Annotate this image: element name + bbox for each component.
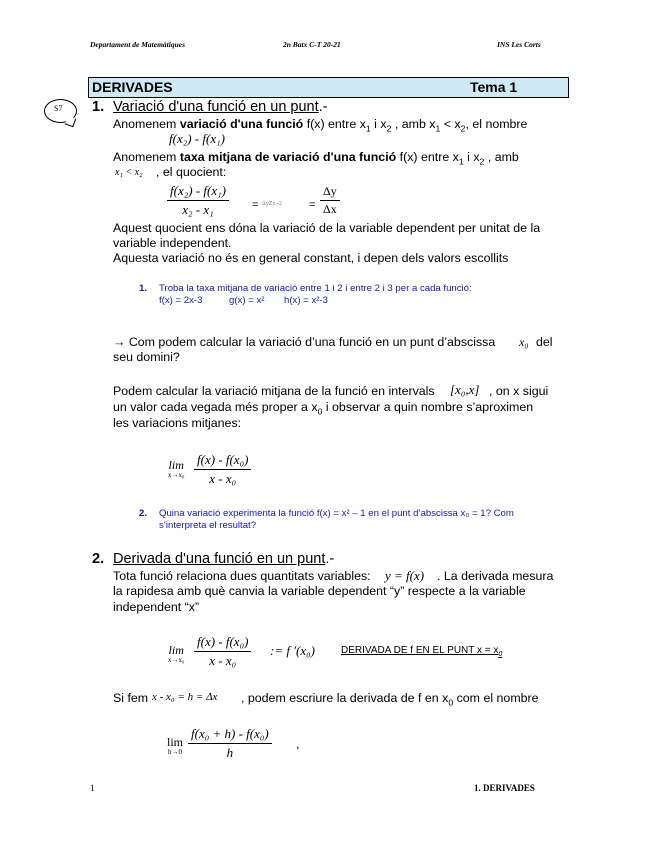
tmv-equals: = <box>252 199 259 211</box>
s1-p2-term: taxa mitjana de variació d'una funció <box>179 150 397 164</box>
section1-title: Variació d'una funció en un punt <box>113 99 319 115</box>
bubble-label: S7 <box>54 104 63 113</box>
interval-x0-x: [x₀,x] <box>450 382 480 397</box>
s1-p2-sub: 1 <box>458 156 464 167</box>
exercise-2-number: 2. <box>139 508 148 519</box>
s2-h-definition: x - x₀ = h = Δx <box>152 691 218 703</box>
s1-p2-d: i x <box>463 150 480 164</box>
s1-p1-f: < x <box>440 117 461 131</box>
delta-y: Δy <box>320 184 340 201</box>
tmv-fraction <box>167 183 229 218</box>
limit-1-fraction <box>194 452 251 487</box>
s1-p1-e: , amb x <box>391 117 436 131</box>
section1-title-suffix: .- <box>318 99 328 115</box>
question-1-line2: seu domini? <box>113 350 180 364</box>
limit-1-sub: x→x₀ <box>168 471 185 479</box>
s2-paragraph-1-d: independent “x” <box>113 600 200 614</box>
derivative-definition: := f ′(x₀) <box>270 643 316 658</box>
s1-paragraph-5-e: les variacions mitjanes: <box>113 416 242 430</box>
s1-paragraph-3b: variable independent. <box>113 236 232 250</box>
s1-p1-a: Anomenem <box>113 117 180 131</box>
s1-p5-d: i observar a quin nombre s’aproximen <box>322 400 534 414</box>
s1-p5-c: un valor cada vegada més proper a x <box>113 400 318 414</box>
footer-page-number: 1 <box>90 783 95 793</box>
s1-p5-sub: 0 <box>317 406 323 417</box>
s1-p2-a: Anomenem <box>113 150 180 164</box>
section1-heading <box>113 99 328 115</box>
s2-paragraph-1-c: la rapidesa amb què canvia la variable dependent “y” respecte a la variable <box>113 584 526 598</box>
limit-2-sub: x→x₀ <box>168 656 185 664</box>
section2-number: 2. <box>92 551 105 567</box>
doc-title: DERIVADES <box>92 79 173 95</box>
exercise-1-number: 1. <box>139 283 148 294</box>
exercise-1-h: h(x) = x²-3 <box>284 295 328 306</box>
exercise-1-g: g(x) = x² <box>229 295 265 306</box>
exercise-1-text: Troba la taxa mitjana de variació entre 1 i 2 i entre 2 i 3 per a cada funció: <box>159 283 472 294</box>
s1-p1-sub: 2 <box>386 123 392 134</box>
s1-p1-c: f(x) entre x <box>303 117 366 131</box>
s1-p1-sub: 2 <box>460 123 466 134</box>
limit-1-denominator: x - x₀ <box>209 471 237 486</box>
limit-3-numerator: f(x₀ + h) - f(x₀) <box>188 726 272 744</box>
speech-bubble-tail <box>65 116 77 128</box>
s1-p1-d: i x <box>370 117 387 131</box>
s1-paragraph-5-b: , on x sigui <box>489 384 549 398</box>
section1-number: 1. <box>92 99 105 115</box>
header-course: 2n Batx C-T 20-21 <box>283 40 341 49</box>
s1-p1-term: variació d'una funció <box>179 117 304 131</box>
s1-p1-sub: 1 <box>365 123 371 134</box>
derivative-label-text: DERIVADA DE f EN EL PUNT x = x <box>341 645 499 656</box>
s2-p2-b: , podem escriure la derivada de f en x <box>241 691 449 705</box>
footer-chapter: 1. DERIVADES <box>474 783 535 793</box>
s1-p2-c: f(x) entre x <box>396 150 459 164</box>
exercise-1-f: f(x) = 2x-3 <box>159 295 203 306</box>
exercise-2-text2: s’interpreta el resultat? <box>159 520 257 531</box>
limit-3-sub: h→0 <box>168 748 182 756</box>
s1-paragraph-4: Aquesta variació no és en general constant, i depen dels valors escollits <box>113 251 509 265</box>
limit-1-numerator: f(x) - f(x₀) <box>194 452 251 470</box>
doc-tema: Tema 1 <box>470 79 518 95</box>
question-1-line1: → Com podem calcular la variació d’una funció en un punt d’abscissa <box>113 335 496 349</box>
limit-3-denominator: h <box>226 745 234 760</box>
s1-p2-sub: 2 <box>479 156 485 167</box>
limit-2-fraction <box>194 634 251 669</box>
s1-p2-e: , amb <box>484 150 519 164</box>
limit-3-word: lim <box>167 735 184 749</box>
s2-function-eq: y = f(x) <box>385 568 425 583</box>
s2-p2-c: com el nombre <box>453 691 539 705</box>
derivative-label-sub: 0 <box>498 651 503 658</box>
limit-2-operator <box>168 644 184 664</box>
limit-3-comma: , <box>296 737 300 751</box>
section2-heading <box>113 551 334 567</box>
question-1-del: del <box>536 335 553 349</box>
tmv-equals-2: = <box>309 199 316 211</box>
delta-x: Δx <box>323 202 337 216</box>
tmv-denominator: x₂ - x₁ <box>182 202 214 217</box>
s2-paragraph-2-a: Si fem <box>113 691 149 705</box>
s1-p2-f: , el quocient: <box>156 165 227 179</box>
limit-3-operator <box>167 736 183 756</box>
exercise-2-text: Quina variació experimenta la funció f(x) = x² – 1 en el punt d’abscissa x₀ = 1? Com <box>159 508 514 519</box>
header-department: Departament de Matemàtiques <box>90 40 185 49</box>
limit-1-word: lim <box>168 458 184 472</box>
formula-variation: f(x₂) - f(x₁) <box>169 131 225 146</box>
question-1-x0: x₀ <box>519 335 529 349</box>
condition-x1-x2: x₁ < x₂ <box>115 167 143 178</box>
s1-paragraph-3: Aquest quocient ens dóna la variació de la variable dependent per unitat de la <box>113 221 541 235</box>
limit-2-word: lim <box>168 643 184 657</box>
limit-2-denominator: x - x₀ <box>209 653 237 668</box>
tmv-numerator: f(x₂) - f(x₁) <box>167 183 229 201</box>
s1-paragraph-5-a: Podem calcular la variació mitjana de la funció en intervals <box>113 384 435 398</box>
tmv-garbled: ΔуΖх -2 <box>262 201 283 207</box>
section2-title-suffix: .- <box>325 551 335 567</box>
delta-fraction <box>320 184 340 217</box>
limit-2-numerator: f(x) - f(x₀) <box>194 634 251 652</box>
s2-paragraph-1-b: . La derivada mesura <box>437 569 554 583</box>
limit-1-operator <box>168 459 184 479</box>
s2-paragraph-1-a: Tota funció relaciona dues quantitats variables: <box>113 569 371 583</box>
header-school: INS Les Corts <box>497 40 541 49</box>
derivative-label <box>341 645 502 658</box>
s2-paragraph-2-b <box>241 691 539 710</box>
s1-p1-sub: 1 <box>435 123 441 134</box>
section2-title: Derivada d'una funció en un punt <box>113 551 326 567</box>
s2-p2-sub: 0 <box>448 697 454 708</box>
limit-3-fraction <box>188 726 272 761</box>
s1-p1-g: , el nombre <box>465 117 528 131</box>
